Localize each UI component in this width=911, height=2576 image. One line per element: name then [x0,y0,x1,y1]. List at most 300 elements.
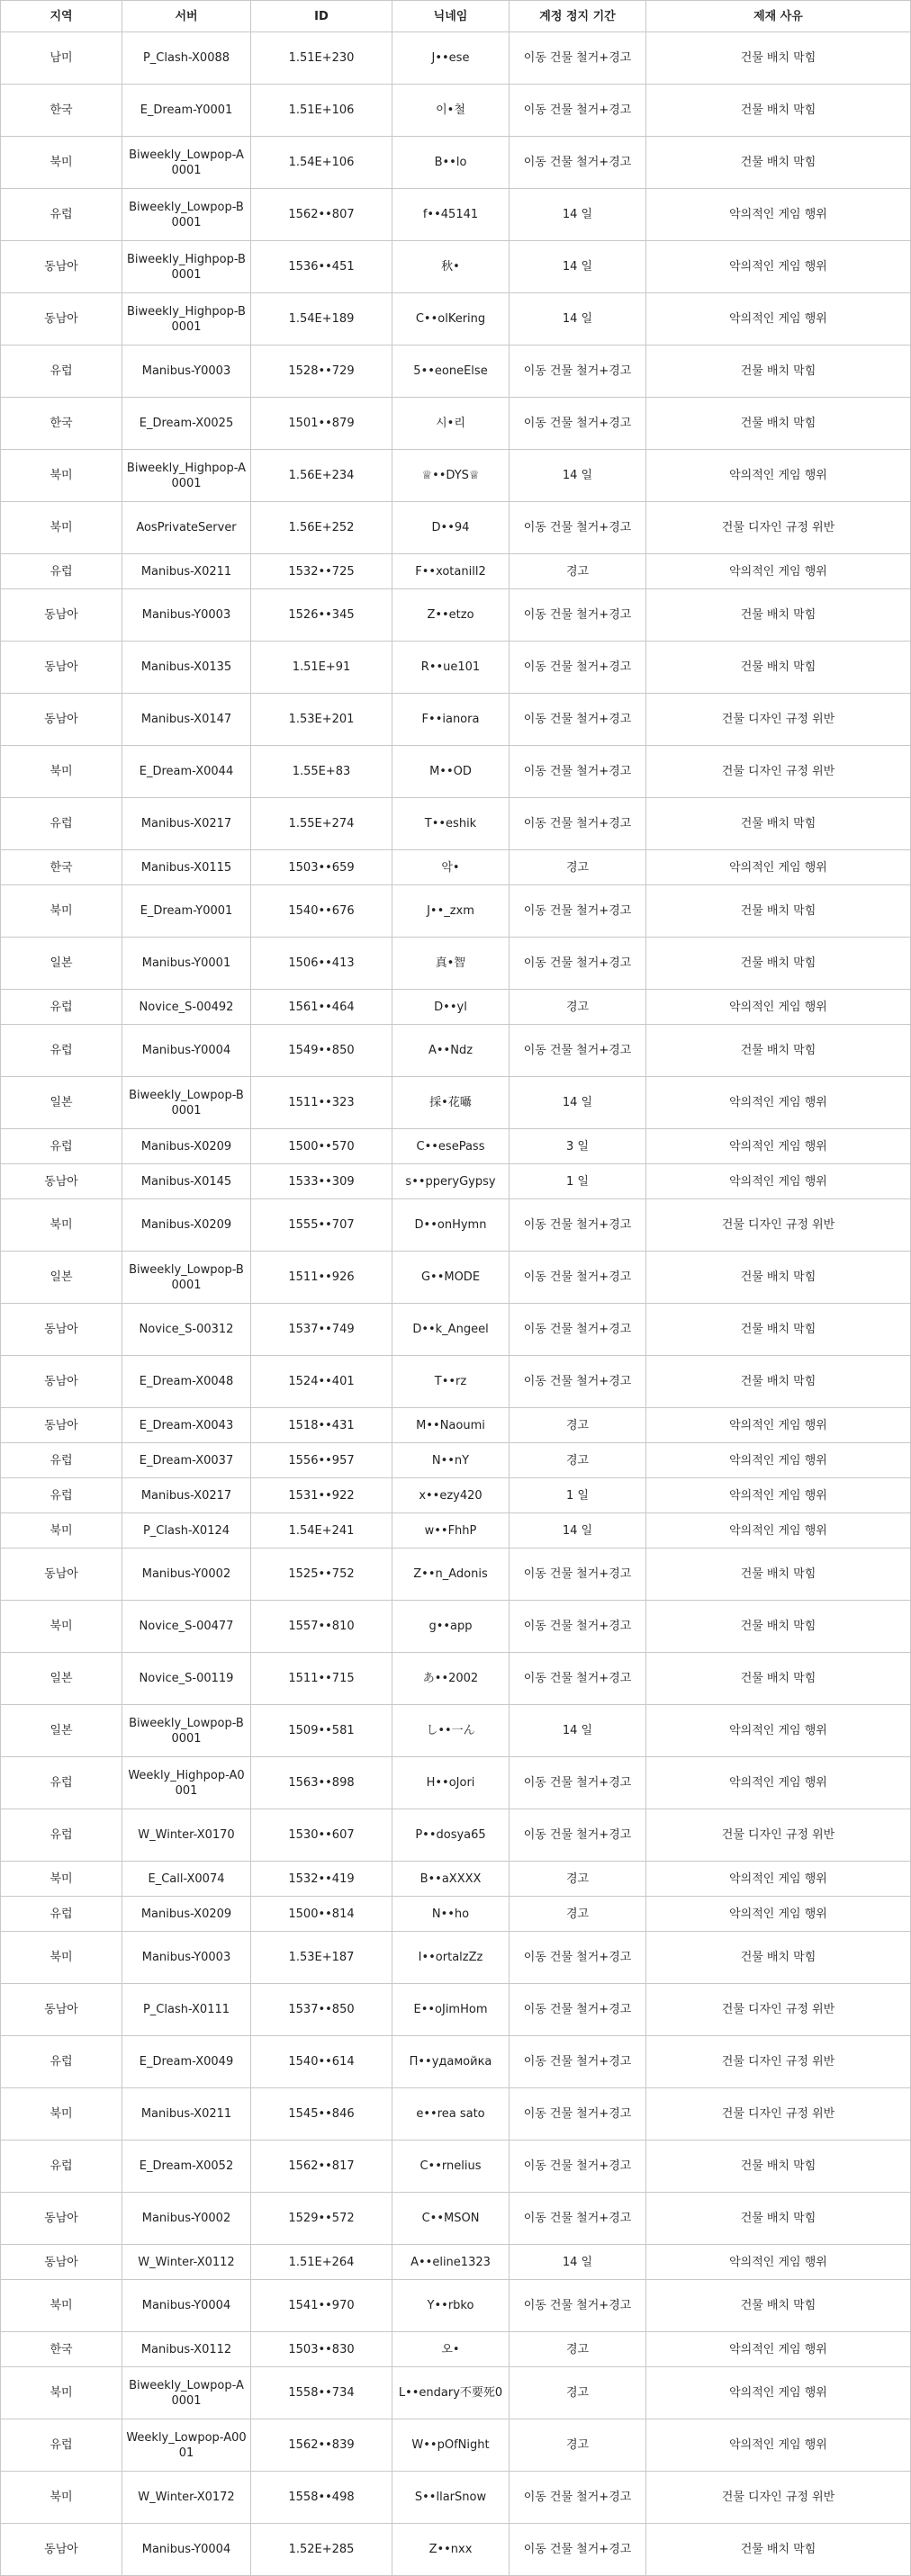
cell-region: 유럽 [1,1478,122,1513]
cell-region: 동남아 [1,1304,122,1356]
cell-server: Biweekly_Lowpop-B0001 [122,1077,251,1129]
table-row [1,1304,911,1356]
cell-nickname: D••onHymn [392,1199,510,1252]
cell-server: W_Winter-X0112 [122,2245,251,2280]
cell-sanction-reason: 건물 디자인 규정 위반 [646,694,911,746]
cell-region: 유럽 [1,1129,122,1164]
cell-server: P_Clash-X0111 [122,1984,251,2036]
cell-suspension-period: 이동 건물 철거+경고 [510,2193,646,2245]
cell-suspension-period: 이동 건물 철거+경고 [510,1809,646,1862]
cell-nickname: e••rea sato [392,2088,510,2141]
cell-server: Novice_S-00312 [122,1304,251,1356]
cell-id: 1540••676 [251,885,392,938]
cell-region: 북미 [1,137,122,189]
cell-suspension-period: 1 일 [510,1478,646,1513]
cell-suspension-period: 이동 건물 철거+경고 [510,1757,646,1809]
cell-suspension-period: 이동 건물 철거+경고 [510,2472,646,2524]
cell-sanction-reason: 건물 디자인 규정 위반 [646,2472,911,2524]
cell-server: E_Dream-X0043 [122,1408,251,1443]
cell-id: 1500••570 [251,1129,392,1164]
cell-suspension-period: 경고 [510,850,646,885]
cell-sanction-reason: 건물 배치 막힘 [646,798,911,850]
cell-nickname: S••llarSnow [392,2472,510,2524]
cell-id: 1511••715 [251,1653,392,1705]
cell-nickname: D••yl [392,990,510,1025]
table-row [1,1862,911,1897]
cell-suspension-period: 이동 건물 철거+경고 [510,1653,646,1705]
cell-suspension-period: 경고 [510,2367,646,2419]
table-row [1,589,911,642]
cell-server: E_Call-X0074 [122,1862,251,1897]
cell-suspension-period: 이동 건물 철거+경고 [510,2524,646,2576]
cell-suspension-period: 이동 건물 철거+경고 [510,85,646,137]
column-header-region: 지역 [1,1,122,32]
cell-server: Manibus-X0211 [122,554,251,589]
cell-id: 1518••431 [251,1408,392,1443]
cell-region: 동남아 [1,2245,122,2280]
cell-region: 일본 [1,1077,122,1129]
cell-server: E_Dream-X0037 [122,1443,251,1478]
table-header [1,1,911,32]
cell-id: 1532••419 [251,1862,392,1897]
cell-nickname: D••k_Angeel [392,1304,510,1356]
table-row [1,2141,911,2193]
cell-nickname: C••rnelius [392,2141,510,2193]
cell-region: 유럽 [1,1897,122,1932]
cell-server: Manibus-X0209 [122,1129,251,1164]
cell-id: 1500••814 [251,1897,392,1932]
cell-region: 유럽 [1,2419,122,2472]
cell-server: W_Winter-X0170 [122,1809,251,1862]
table-row [1,398,911,450]
cell-nickname: Z••nxx [392,2524,510,2576]
cell-sanction-reason: 건물 배치 막힘 [646,32,911,85]
cell-server: Biweekly_Lowpop-B0001 [122,1705,251,1757]
cell-server: E_Dream-X0049 [122,2036,251,2088]
cell-region: 유럽 [1,2141,122,2193]
cell-region: 유럽 [1,1025,122,1077]
table-row [1,1025,911,1077]
cell-nickname: E••oJimHom [392,1984,510,2036]
cell-nickname: L••endary不要死0 [392,2367,510,2419]
cell-server: Novice_S-00119 [122,1653,251,1705]
cell-region: 유럽 [1,798,122,850]
cell-server: E_Dream-X0052 [122,2141,251,2193]
table-row [1,450,911,502]
cell-sanction-reason: 악의적인 게임 행위 [646,1164,911,1199]
table-row [1,137,911,189]
cell-region: 한국 [1,850,122,885]
cell-suspension-period: 경고 [510,2419,646,2472]
cell-sanction-reason: 건물 배치 막힘 [646,1548,911,1601]
table-row [1,2367,911,2419]
cell-suspension-period: 경고 [510,554,646,589]
cell-server: Novice_S-00477 [122,1601,251,1653]
cell-region: 동남아 [1,2193,122,2245]
cell-nickname: C••MSON [392,2193,510,2245]
cell-region: 북미 [1,1862,122,1897]
cell-sanction-reason: 건물 배치 막힘 [646,1601,911,1653]
cell-region: 북미 [1,1513,122,1548]
column-header-server: 서버 [122,1,251,32]
cell-server: Manibus-Y0001 [122,938,251,990]
cell-sanction-reason: 건물 배치 막힘 [646,1653,911,1705]
table-row [1,1356,911,1408]
cell-id: 1563••898 [251,1757,392,1809]
cell-id: 1537••749 [251,1304,392,1356]
cell-sanction-reason: 악의적인 게임 행위 [646,2419,911,2472]
cell-region: 북미 [1,1601,122,1653]
cell-region: 북미 [1,1199,122,1252]
table-row [1,938,911,990]
cell-id: 1531••922 [251,1478,392,1513]
cell-server: Weekly_Highpop-A0001 [122,1757,251,1809]
cell-suspension-period: 이동 건물 철거+경고 [510,1199,646,1252]
cell-nickname: J••_zxm [392,885,510,938]
cell-sanction-reason: 건물 배치 막힘 [646,2524,911,2576]
cell-nickname: R••ue101 [392,642,510,694]
cell-suspension-period: 이동 건물 철거+경고 [510,398,646,450]
cell-sanction-reason: 건물 배치 막힘 [646,2193,911,2245]
table-row [1,2036,911,2088]
cell-region: 유럽 [1,189,122,241]
cell-sanction-reason: 악의적인 게임 행위 [646,850,911,885]
cell-server: Manibus-X0217 [122,798,251,850]
cell-nickname: D••94 [392,502,510,554]
cell-server: Manibus-X0209 [122,1897,251,1932]
column-header-suspension-period: 계정 정지 기간 [510,1,646,32]
cell-id: 1533••309 [251,1164,392,1199]
cell-suspension-period: 이동 건물 철거+경고 [510,589,646,642]
table-row [1,1932,911,1984]
cell-region: 한국 [1,2332,122,2367]
cell-server: Biweekly_Lowpop-A0001 [122,137,251,189]
cell-sanction-reason: 건물 배치 막힘 [646,398,911,450]
cell-nickname: 真•智 [392,938,510,990]
cell-id: 1529••572 [251,2193,392,2245]
cell-sanction-reason: 악의적인 게임 행위 [646,1897,911,1932]
cell-sanction-reason: 악의적인 게임 행위 [646,450,911,502]
column-header-nickname: 닉네임 [392,1,510,32]
cell-region: 북미 [1,450,122,502]
cell-nickname: J••ese [392,32,510,85]
table-row [1,642,911,694]
cell-suspension-period: 이동 건물 철거+경고 [510,1601,646,1653]
cell-server: W_Winter-X0172 [122,2472,251,2524]
cell-nickname: T••eshik [392,798,510,850]
cell-region: 동남아 [1,241,122,293]
cell-id: 1.56E+252 [251,502,392,554]
cell-sanction-reason: 건물 디자인 규정 위반 [646,746,911,798]
cell-server: E_Dream-X0025 [122,398,251,450]
cell-id: 1.51E+91 [251,642,392,694]
cell-suspension-period: 경고 [510,1408,646,1443]
cell-server: Biweekly_Highpop-B0001 [122,241,251,293]
table-row [1,85,911,137]
cell-region: 북미 [1,2367,122,2419]
cell-suspension-period: 이동 건물 철거+경고 [510,2280,646,2332]
table-row [1,2088,911,2141]
cell-region: 북미 [1,2088,122,2141]
cell-suspension-period: 이동 건물 철거+경고 [510,938,646,990]
table-row [1,1408,911,1443]
cell-nickname: C••esePass [392,1129,510,1164]
cell-sanction-reason: 건물 배치 막힘 [646,1932,911,1984]
table-row [1,2245,911,2280]
cell-nickname: I••ortalzZz [392,1932,510,1984]
cell-id: 1528••729 [251,346,392,398]
cell-suspension-period: 14 일 [510,1513,646,1548]
cell-id: 1.53E+201 [251,694,392,746]
table-row [1,850,911,885]
cell-suspension-period: 이동 건물 철거+경고 [510,1932,646,1984]
cell-suspension-period: 이동 건물 철거+경고 [510,502,646,554]
cell-nickname: g••app [392,1601,510,1653]
cell-region: 북미 [1,502,122,554]
table-row [1,1443,911,1478]
cell-server: Biweekly_Lowpop-A0001 [122,2367,251,2419]
cell-sanction-reason: 악의적인 게임 행위 [646,241,911,293]
cell-server: E_Dream-Y0001 [122,85,251,137]
cell-sanction-reason: 악의적인 게임 행위 [646,1129,911,1164]
cell-id: 1549••850 [251,1025,392,1077]
cell-suspension-period: 14 일 [510,1705,646,1757]
cell-suspension-period: 14 일 [510,450,646,502]
cell-region: 유럽 [1,346,122,398]
cell-server: Novice_S-00492 [122,990,251,1025]
cell-id: 1.54E+106 [251,137,392,189]
cell-server: P_Clash-X0124 [122,1513,251,1548]
cell-server: Manibus-X0211 [122,2088,251,2141]
cell-id: 1558••734 [251,2367,392,2419]
cell-nickname: P••dosya65 [392,1809,510,1862]
cell-nickname: A••Ndz [392,1025,510,1077]
cell-nickname: B••lo [392,137,510,189]
cell-server: Manibus-Y0002 [122,1548,251,1601]
cell-nickname: し••一ん [392,1705,510,1757]
cell-suspension-period: 14 일 [510,2245,646,2280]
cell-suspension-period: 14 일 [510,189,646,241]
cell-id: 1532••725 [251,554,392,589]
cell-suspension-period: 이동 건물 철거+경고 [510,694,646,746]
cell-region: 동남아 [1,642,122,694]
cell-suspension-period: 14 일 [510,1077,646,1129]
cell-id: 1526••345 [251,589,392,642]
cell-server: AosPrivateServer [122,502,251,554]
table-row [1,746,911,798]
cell-region: 유럽 [1,554,122,589]
cell-sanction-reason: 악의적인 게임 행위 [646,2367,911,2419]
table-row [1,1897,911,1932]
cell-suspension-period: 이동 건물 철거+경고 [510,1356,646,1408]
cell-region: 유럽 [1,1757,122,1809]
table-row [1,502,911,554]
cell-id: 1558••498 [251,2472,392,2524]
cell-server: Manibus-X0112 [122,2332,251,2367]
table-row [1,2472,911,2524]
cell-nickname: s••pperyGypsy [392,1164,510,1199]
cell-sanction-reason: 악의적인 게임 행위 [646,189,911,241]
cell-nickname: あ••2002 [392,1653,510,1705]
cell-sanction-reason: 건물 배치 막힘 [646,85,911,137]
cell-region: 북미 [1,885,122,938]
cell-id: 1.51E+106 [251,85,392,137]
table-row [1,1984,911,2036]
table-row [1,2193,911,2245]
cell-id: 1.52E+285 [251,2524,392,2576]
cell-server: Manibus-Y0003 [122,1932,251,1984]
cell-sanction-reason: 건물 디자인 규정 위반 [646,2036,911,2088]
cell-suspension-period: 이동 건물 철거+경고 [510,2036,646,2088]
cell-suspension-period: 이동 건물 철거+경고 [510,2141,646,2193]
cell-region: 북미 [1,2472,122,2524]
cell-suspension-period: 1 일 [510,1164,646,1199]
cell-id: 1562••839 [251,2419,392,2472]
table-row [1,1164,911,1199]
cell-server: Biweekly_Lowpop-B0001 [122,189,251,241]
table-row [1,189,911,241]
cell-server: E_Dream-Y0001 [122,885,251,938]
cell-nickname: H••oJori [392,1757,510,1809]
table-row [1,1513,911,1548]
cell-server: Biweekly_Highpop-A0001 [122,450,251,502]
cell-id: 1557••810 [251,1601,392,1653]
cell-region: 동남아 [1,1164,122,1199]
cell-suspension-period: 이동 건물 철거+경고 [510,1025,646,1077]
cell-suspension-period: 이동 건물 철거+경고 [510,885,646,938]
cell-region: 동남아 [1,1984,122,2036]
cell-server: Manibus-Y0004 [122,2280,251,2332]
cell-region: 동남아 [1,1548,122,1601]
cell-region: 동남아 [1,2524,122,2576]
cell-sanction-reason: 악의적인 게임 행위 [646,1705,911,1757]
cell-sanction-reason: 건물 디자인 규정 위반 [646,1984,911,2036]
cell-nickname: 5••eoneElse [392,346,510,398]
cell-region: 북미 [1,2280,122,2332]
cell-sanction-reason: 악의적인 게임 행위 [646,1478,911,1513]
cell-server: Biweekly_Highpop-B0001 [122,293,251,346]
cell-server: E_Dream-X0048 [122,1356,251,1408]
header-row [1,1,911,32]
cell-sanction-reason: 건물 배치 막힘 [646,1252,911,1304]
cell-id: 1.56E+234 [251,450,392,502]
cell-server: Biweekly_Lowpop-B0001 [122,1252,251,1304]
cell-sanction-reason: 악의적인 게임 행위 [646,1408,911,1443]
cell-server: P_Clash-X0088 [122,32,251,85]
cell-server: Manibus-Y0003 [122,589,251,642]
cell-region: 한국 [1,398,122,450]
cell-id: 1536••451 [251,241,392,293]
cell-suspension-period: 이동 건물 철거+경고 [510,2088,646,2141]
cell-server: Weekly_Lowpop-A0001 [122,2419,251,2472]
cell-region: 유럽 [1,990,122,1025]
cell-region: 일본 [1,938,122,990]
cell-nickname: F••xotanill2 [392,554,510,589]
cell-server: Manibus-Y0004 [122,1025,251,1077]
table-body [1,32,911,2576]
cell-sanction-reason: 악의적인 게임 행위 [646,990,911,1025]
cell-sanction-reason: 악의적인 게임 행위 [646,1513,911,1548]
cell-nickname: G••MODE [392,1252,510,1304]
cell-sanction-reason: 악의적인 게임 행위 [646,293,911,346]
cell-id: 1511••926 [251,1252,392,1304]
table-row [1,1077,911,1129]
column-header-sanction-reason: 제재 사유 [646,1,911,32]
cell-id: 1524••401 [251,1356,392,1408]
cell-suspension-period: 14 일 [510,241,646,293]
cell-suspension-period: 이동 건물 철거+경고 [510,1548,646,1601]
cell-sanction-reason: 건물 배치 막힘 [646,642,911,694]
cell-suspension-period: 이동 건물 철거+경고 [510,1252,646,1304]
cell-id: 1.53E+187 [251,1932,392,1984]
table-row [1,1252,911,1304]
cell-sanction-reason: 건물 배치 막힘 [646,1025,911,1077]
cell-id: 1556••957 [251,1443,392,1478]
table-row [1,2280,911,2332]
cell-id: 1.55E+83 [251,746,392,798]
cell-nickname: ♕••DYS♕ [392,450,510,502]
cell-id: 1555••707 [251,1199,392,1252]
cell-suspension-period: 이동 건물 철거+경고 [510,798,646,850]
table-row [1,694,911,746]
table-row [1,798,911,850]
cell-region: 동남아 [1,1356,122,1408]
table-row [1,1601,911,1653]
cell-server: E_Dream-X0044 [122,746,251,798]
cell-nickname: T••rz [392,1356,510,1408]
cell-id: 1.54E+241 [251,1513,392,1548]
table-row [1,293,911,346]
cell-suspension-period: 이동 건물 철거+경고 [510,1304,646,1356]
cell-nickname: A••eline1323 [392,2245,510,2280]
cell-sanction-reason: 건물 배치 막힘 [646,589,911,642]
cell-id: 1562••807 [251,189,392,241]
cell-suspension-period: 경고 [510,1862,646,1897]
cell-id: 1545••846 [251,2088,392,2141]
cell-nickname: 이•철 [392,85,510,137]
cell-suspension-period: 이동 건물 철거+경고 [510,346,646,398]
cell-id: 1511••323 [251,1077,392,1129]
cell-suspension-period: 경고 [510,1897,646,1932]
cell-id: 1503••659 [251,850,392,885]
cell-region: 일본 [1,1252,122,1304]
cell-nickname: N••ho [392,1897,510,1932]
cell-id: 1.55E+274 [251,798,392,850]
cell-id: 1.51E+264 [251,2245,392,2280]
cell-region: 유럽 [1,1443,122,1478]
cell-nickname: 採•花囁 [392,1077,510,1129]
cell-region: 한국 [1,85,122,137]
cell-sanction-reason: 건물 배치 막힘 [646,137,911,189]
table-row [1,1129,911,1164]
cell-server: Manibus-X0115 [122,850,251,885]
cell-suspension-period: 이동 건물 철거+경고 [510,137,646,189]
table-row [1,1809,911,1862]
cell-sanction-reason: 악의적인 게임 행위 [646,1757,911,1809]
cell-id: 1530••607 [251,1809,392,1862]
cell-region: 동남아 [1,694,122,746]
cell-sanction-reason: 건물 배치 막힘 [646,2141,911,2193]
cell-server: Manibus-X0145 [122,1164,251,1199]
cell-nickname: Z••n_Adonis [392,1548,510,1601]
cell-nickname: C••olKering [392,293,510,346]
cell-region: 남미 [1,32,122,85]
cell-suspension-period: 이동 건물 철거+경고 [510,1984,646,2036]
table-row [1,1478,911,1513]
cell-sanction-reason: 건물 디자인 규정 위반 [646,502,911,554]
cell-nickname: B••aXXXX [392,1862,510,1897]
cell-id: 1537••850 [251,1984,392,2036]
